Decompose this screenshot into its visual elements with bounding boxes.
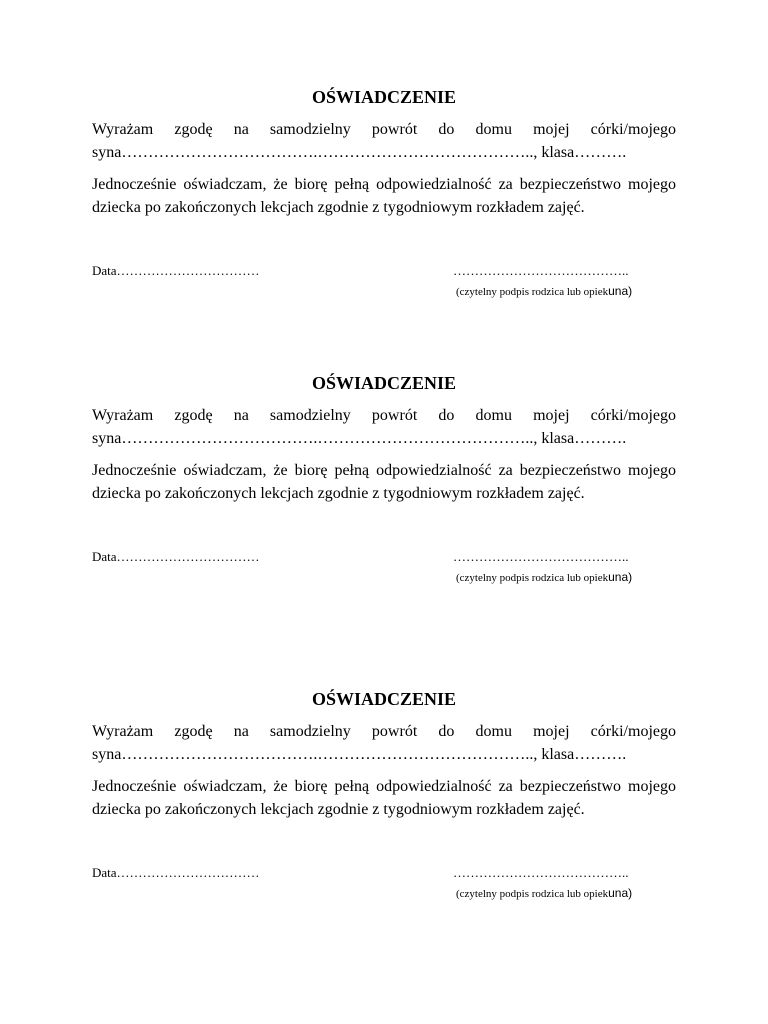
signature-caption-main: (czytelny podpis rodzica lub opiek xyxy=(456,286,609,298)
declaration-title: OŚWIADCZENIE xyxy=(311,87,457,107)
responsibility-paragraph: Jednocześnie oświadczam, że biorę pełną odpowiedzialność za bezpieczeństwo mojego dziecka po zakończonych lekcjach zgodnie z tygodniowym rozkładem zajęć. xyxy=(92,176,676,216)
consent-paragraph: Wyrażam zgodę na samodzielny powrót do domu mojej córki/mojego syna……………………………….………………………………….., klasa………. xyxy=(92,723,676,763)
consent-paragraph: Wyrażam zgodę na samodzielny powrót do domu mojej córki/mojego syna……………………………….………………………………….., klasa………. xyxy=(92,121,676,161)
date-field: Data…………………………… xyxy=(92,549,260,564)
signature-caption xyxy=(456,283,632,300)
responsibility-paragraph: Jednocześnie oświadczam, że biorę pełną odpowiedzialność za bezpieczeństwo mojego dziecka po zakończonych lekcjach zgodnie z tygodniowym rozkładem zajęć. xyxy=(92,778,676,818)
signature-row xyxy=(92,547,676,584)
declaration-title: OŚWIADCZENIE xyxy=(311,689,457,709)
signature-row xyxy=(92,863,676,900)
signature-caption-end: una) xyxy=(608,570,633,584)
signature-caption-end: una) xyxy=(608,886,633,900)
consent-paragraph: Wyrażam zgodę na samodzielny powrót do domu mojej córki/mojego syna……………………………….………………………………….., klasa………. xyxy=(92,407,676,447)
signature-caption-main: (czytelny podpis rodzica lub opiek xyxy=(456,572,609,584)
declaration-1 xyxy=(92,86,676,298)
signature-row xyxy=(92,261,676,298)
declaration-title: OŚWIADCZENIE xyxy=(311,373,457,393)
signature-line: ………………………………….. xyxy=(453,263,629,278)
signature-caption xyxy=(456,885,632,902)
signature-caption-main: (czytelny podpis rodzica lub opiek xyxy=(456,888,609,900)
responsibility-paragraph: Jednocześnie oświadczam, że biorę pełną odpowiedzialność za bezpieczeństwo mojego dziecka po zakończonych lekcjach zgodnie z tygodniowym rozkładem zajęć. xyxy=(92,462,676,502)
signature-line: ………………………………….. xyxy=(453,865,629,880)
signature-line: ………………………………….. xyxy=(453,549,629,564)
signature-caption-end: una) xyxy=(608,284,633,298)
signature-caption xyxy=(456,569,632,586)
declaration-2 xyxy=(92,372,676,584)
declaration-3 xyxy=(92,688,676,900)
date-field: Data…………………………… xyxy=(92,865,260,880)
date-field: Data…………………………… xyxy=(92,263,260,278)
